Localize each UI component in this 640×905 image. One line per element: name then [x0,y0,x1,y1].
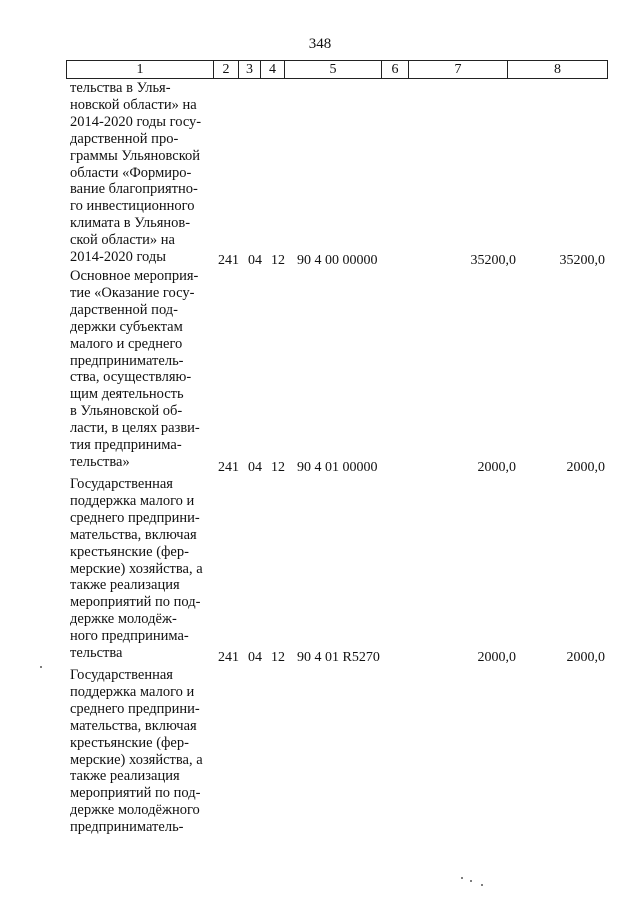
row-description [70,476,211,662]
text-line: мерские) хозяйства, а [70,560,203,577]
cell-col-8: 2000,0 [566,460,605,475]
text-line: тие «Оказание госу- [70,284,195,301]
header-col-6: 6 [382,61,409,79]
text-line: среднего предприни- [70,700,200,717]
text-line: 2014-2020 годы [70,249,166,266]
text-line: также реализация [70,577,180,594]
text-line: держке молодёжного [70,802,200,819]
text-line: дарственной про- [70,130,179,147]
header-col-4: 4 [261,61,285,79]
text-line: Государственная [70,476,173,492]
cell-col-2: 241 [218,253,239,268]
text-line: предприниматель- [70,819,184,836]
cell-col-8: 35200,0 [559,253,605,268]
text-line: тельства» [70,453,130,470]
text-line: держке молодёж- [70,611,177,628]
text-line: мероприятий по под- [70,785,201,802]
header-col-5: 5 [285,61,382,79]
text-line: тельства в Улья- [70,80,171,96]
text-line: поддержка малого и [70,683,195,700]
text-line: в Ульяновской об- [70,403,183,420]
column-header-table [66,60,608,79]
text-line: ласти, в целях разви- [70,420,200,437]
page-number: 348 [308,36,332,52]
cell-col-4: 12 [271,650,285,665]
header-col-3: 3 [239,61,261,79]
cell-col-7: 2000,0 [477,650,516,665]
row-description [70,667,211,836]
text-line: держки субъектам [70,318,183,335]
cell-col-7: 2000,0 [477,460,516,475]
header-col-8: 8 [508,61,608,79]
text-line: новской области» на [70,96,197,113]
scan-speck [470,880,472,882]
text-line: го инвестиционного [70,198,195,215]
text-line: предприниматель- [70,352,184,369]
text-line: тия предпринима- [70,437,182,454]
text-line: также реализация [70,768,180,785]
cell-col-3: 04 [248,460,262,475]
row-description [70,80,211,266]
text-line: Государственная [70,667,173,683]
scan-speck [481,884,483,886]
row-description [70,268,211,471]
header-col-1: 1 [67,61,214,79]
text-line: дарственной под- [70,301,178,318]
text-line: ства, осуществляю- [70,369,192,386]
header-row [67,61,608,79]
cell-col-2: 241 [218,650,239,665]
cell-col-5: 90 4 00 00000 [297,253,378,268]
cell-col-2: 241 [218,460,239,475]
text-line: граммы Ульяновской [70,147,201,164]
scan-speck [461,877,463,879]
cell-col-3: 04 [248,253,262,268]
cell-col-4: 12 [271,253,285,268]
text-line: малого и среднего [70,335,183,352]
header-col-2: 2 [214,61,239,79]
text-line: крестьянские (фер- [70,734,189,751]
text-line: мательства, включая [70,526,197,543]
cell-col-7: 35200,0 [470,253,516,268]
text-line: 2014-2020 годы госу- [70,113,202,130]
text-line: мерские) хозяйства, а [70,751,203,768]
cell-col-5: 90 4 01 R5270 [297,650,380,665]
text-line: ного предпринима- [70,628,189,645]
scan-speck [40,666,42,668]
text-line: тельства [70,645,123,662]
text-line: Основное мероприя- [70,268,199,284]
text-line: щим деятельность [70,386,184,403]
text-line: среднего предприни- [70,509,200,526]
cell-col-5: 90 4 01 00000 [297,460,378,475]
text-line: вание благоприятно- [70,181,198,198]
text-line: поддержка малого и [70,492,195,509]
cell-col-8: 2000,0 [566,650,605,665]
text-line: ской области» на [70,232,175,249]
text-line: мательства, включая [70,717,197,734]
cell-col-3: 04 [248,650,262,665]
text-line: мероприятий по под- [70,594,201,611]
header-col-7: 7 [409,61,508,79]
text-line: климата в Ульянов- [70,215,191,232]
cell-col-4: 12 [271,460,285,475]
text-line: области «Формиро- [70,164,192,181]
text-line: крестьянские (фер- [70,543,189,560]
